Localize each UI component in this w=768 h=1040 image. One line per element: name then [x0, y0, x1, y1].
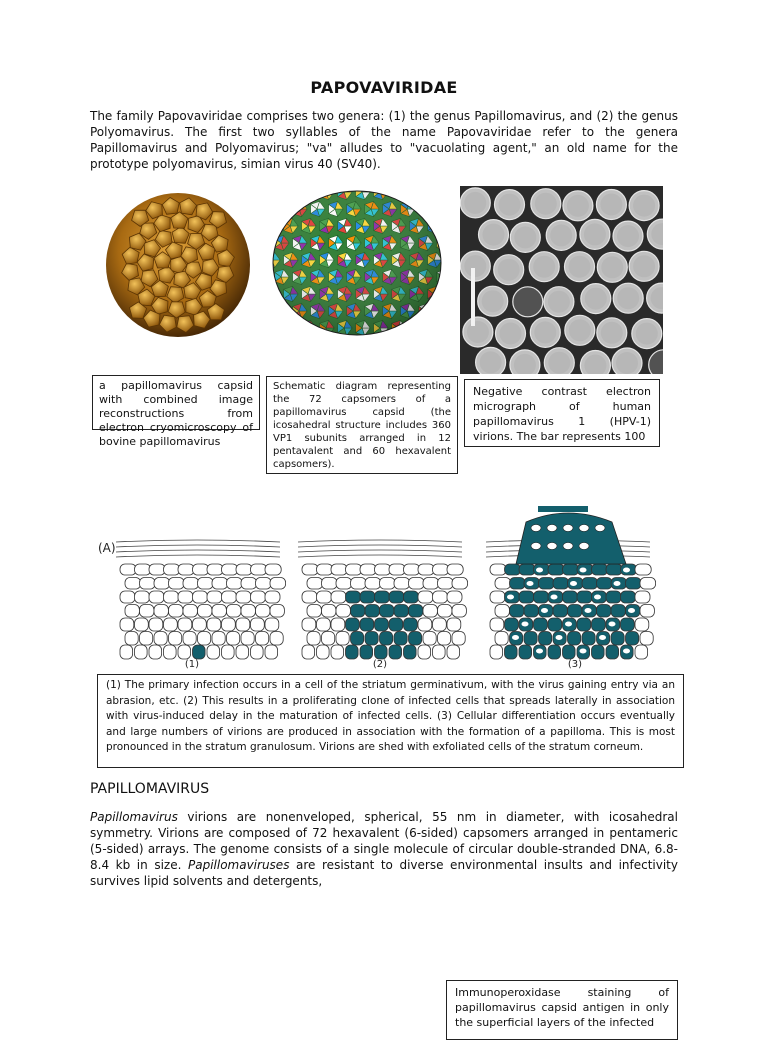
page-title: PAPOVAVIRIDAE [310, 78, 458, 97]
stage-label-1: (1) [184, 659, 200, 670]
schematic-caption: Schematic diagram representing the 72 capsomers of a papillomavirus capsid (the icosahedral structure includes 360 VP1 subunits arranged in 12 pentavalent and 60 hexavalent capsomers). [266, 376, 458, 474]
micrograph-caption: Negative contrast electron micrograph of human papillomavirus 1 (HPV-1) virions. The bar represents 100 [464, 379, 660, 447]
electron-micrograph-image [460, 186, 663, 374]
capsid-reconstruction-image [92, 190, 264, 340]
section-heading: PAPILLOMAVIRUS [90, 781, 210, 797]
panel-label: (A) [98, 541, 116, 555]
genus-name-1: Papillomavirus [90, 810, 178, 824]
stage-label-3: (3) [567, 659, 583, 670]
capsomer-schematic-image [270, 188, 444, 338]
genus-name-2: Papillomaviruses [187, 858, 290, 872]
papillomavirus-paragraph [90, 809, 678, 889]
intro-paragraph: The family Papovaviridae comprises two genera: (1) the genus Papillomavirus, and (2) the genus Polyomavirus. The first two syllables of the name Papovaviridae refer to the genera Papillomavirus and Polyomavirus; "va" alludes to "vacuolating agent," an old name for the prototype polyomavirus, simian virus 40 (SV40). [90, 109, 678, 171]
infection-caption: (1) The primary infection occurs in a cell of the striatum germinativum, with the virus gaining entry via an abrasion, etc. (2) This results in a proliferating clone of infected cells that spreads laterally in association with virus-induced delay in the maturation of infected cells. (3) Cellular differentiation occurs eventually and large numbers of virions are produced in association with the formation of a papilloma. This is most pronounced in the stratum granulosum. Virions are shed with exfoliated cells of the stratum corneum. [97, 674, 684, 768]
immunoperoxidase-caption: Immunoperoxidase staining of papillomavirus capsid antigen in only the superficial layers of the infected [446, 980, 678, 1040]
body-text-1: virions are nonenveloped, spherical, 55 nm in diameter, with icosahedral symmetry. Virions are composed of 72 hexavalent (6-sided) capsomers arranged in pentameric (5-sided) arrays. The genome consists of a single molecule of circular double-stranded DNA, 6.8-8.4 kb in size. [90, 810, 678, 872]
body-text-2: are resistant to diverse environmental insults and infectivity survives lipid solvents and detergents, [90, 858, 678, 888]
stage-label-2: (2) [372, 659, 388, 670]
infection-progression-diagram [96, 500, 676, 672]
scale-bar [471, 268, 475, 326]
capsid-caption: a papillomavirus capsid with combined image reconstructions from electron cryomicroscopy of bovine papillomavirus [92, 375, 260, 430]
